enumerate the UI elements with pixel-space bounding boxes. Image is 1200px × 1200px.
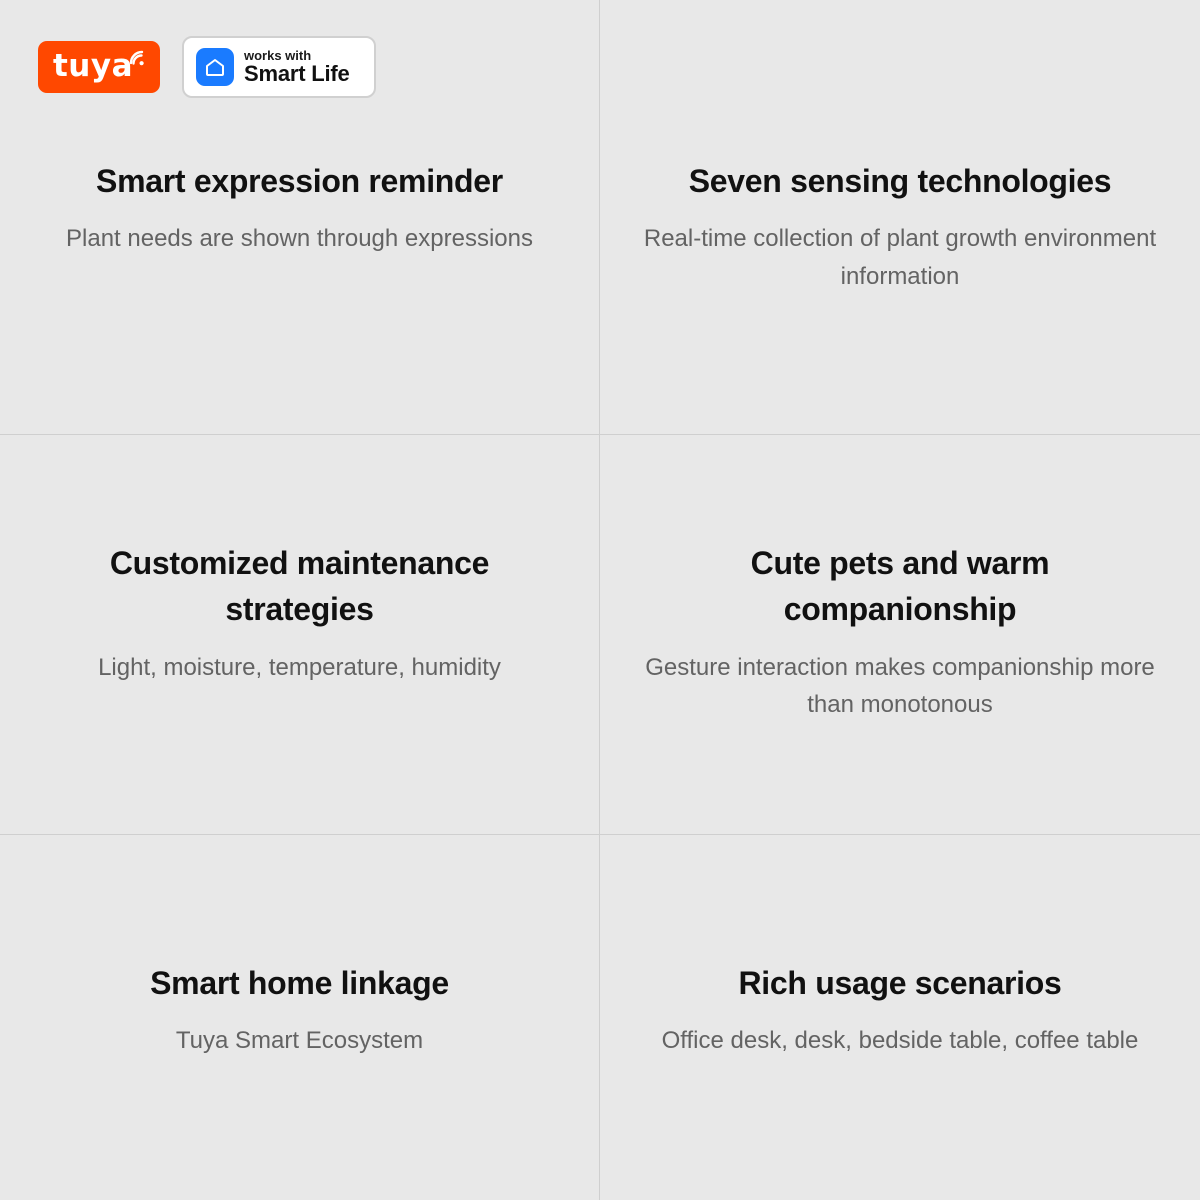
feature-title: Cute pets and warm companionship xyxy=(750,545,1050,628)
feature-cell-4 xyxy=(600,435,1200,835)
feature-cell-6 xyxy=(600,835,1200,1200)
feature-title: Seven sensing technologies xyxy=(688,163,1112,199)
feature-description: Tuya Smart Ecosystem xyxy=(175,1027,424,1055)
smart-life-label: Smart Life xyxy=(244,61,350,87)
home-icon xyxy=(196,48,234,86)
feature-description: Office desk, desk, bedside table, coffee table xyxy=(661,1027,1139,1055)
wifi-icon xyxy=(129,50,147,68)
tuya-wordmark: tuya xyxy=(52,47,133,84)
feature-description: Plant needs are shown through expressions xyxy=(66,225,533,253)
feature-cell-5 xyxy=(0,835,600,1200)
feature-description: Light, moisture, temperature, humidity xyxy=(98,653,501,681)
feature-cell-3 xyxy=(0,435,600,835)
smart-life-text xyxy=(244,49,350,86)
logo-row xyxy=(38,36,376,98)
feature-cell-2 xyxy=(600,0,1200,435)
works-with-label: works with xyxy=(244,47,312,63)
feature-title: Smart expression reminder xyxy=(96,163,503,199)
feature-title: Customized maintenance strategies xyxy=(109,545,490,628)
feature-description: Gesture interaction makes companionship more than monotonous xyxy=(645,653,1155,718)
tuya-logo xyxy=(38,41,160,93)
feature-title: Rich usage scenarios xyxy=(738,965,1062,1001)
feature-description: Real-time collection of plant growth environment information xyxy=(643,225,1157,290)
smart-life-badge xyxy=(182,36,376,98)
feature-title: Smart home linkage xyxy=(150,965,449,1001)
